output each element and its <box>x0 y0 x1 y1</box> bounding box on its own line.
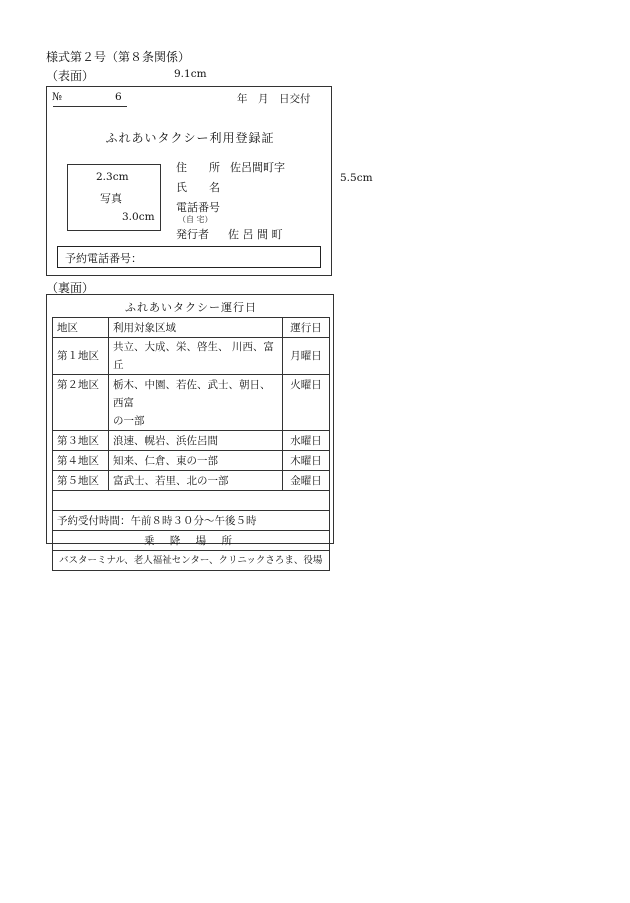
card-number-value: 6 <box>115 91 122 103</box>
boarding-title: 乗 降 場 所 <box>53 531 330 551</box>
row-area-cell <box>109 375 283 431</box>
form-title: 様式第２号（第８条関係） <box>46 50 191 64</box>
reservation-hours-row <box>53 511 330 531</box>
address-label: 住 所 <box>176 161 220 174</box>
blank-row <box>53 491 330 511</box>
address-value: 佐呂間町字 <box>230 161 285 174</box>
table-row <box>53 338 330 375</box>
row-district: 第１地区 <box>53 338 109 375</box>
table-row <box>53 471 330 491</box>
photo-label: 写真 <box>100 192 122 205</box>
row-area-continued: の一部 <box>113 415 145 427</box>
blank-cell <box>53 491 330 511</box>
header-day: 運行日 <box>283 318 330 338</box>
row-day: 木曜日 <box>283 451 330 471</box>
photo-width-dimension: 2.3cm <box>96 171 129 183</box>
row-district: 第２地区 <box>53 375 109 431</box>
phone-label: 電話番号 <box>176 201 220 214</box>
card-height-dimension: 5.5cm <box>340 172 373 184</box>
row-day: 水曜日 <box>283 431 330 451</box>
row-area: 共立、大成、栄、啓生、 川西、富丘 <box>109 338 283 375</box>
issuer-label: 発行者 <box>176 228 209 241</box>
issue-date-label: 年 月 日交付 <box>237 93 311 105</box>
boarding-places-row <box>53 551 330 571</box>
reservation-phone-label: 予約電話番号： <box>65 252 142 265</box>
photo-height-dimension: 3.0cm <box>122 211 155 223</box>
schedule-title: ふれあいタクシー運行日 <box>125 301 257 314</box>
table-row <box>53 451 330 471</box>
back-title-row <box>47 295 333 317</box>
boarding-places: バスターミナル、老人福祉センター、クリニックさろま、役場 <box>53 551 330 571</box>
header-area: 利用対象区域 <box>109 318 283 338</box>
row-district: 第５地区 <box>53 471 109 491</box>
card-width-dimension: 9.1cm <box>174 68 207 80</box>
row-day: 金曜日 <box>283 471 330 491</box>
reservation-phone-box <box>57 246 321 268</box>
row-day: 月曜日 <box>283 338 330 375</box>
home-label: （自 宅） <box>178 215 213 224</box>
card-number-underline <box>53 106 127 107</box>
front-side-label: （表面） <box>46 69 95 83</box>
table-row <box>53 431 330 451</box>
card-title: ふれあいタクシー利用登録証 <box>105 131 275 145</box>
row-district: 第３地区 <box>53 431 109 451</box>
back-side-label: （裏面） <box>46 281 95 295</box>
row-area: 富武士、若里、北の一部 <box>109 471 283 491</box>
header-district: 地区 <box>53 318 109 338</box>
row-area: 知来、仁倉、東の一部 <box>109 451 283 471</box>
photo-box <box>67 164 161 231</box>
reservation-hours: 予約受付時間：午前８時３０分～午後５時 <box>53 511 330 531</box>
row-area: 栃木、中園、若佐、武士、朝日、西富 <box>113 379 271 409</box>
table-header-row <box>53 318 330 338</box>
back-card <box>46 294 334 566</box>
row-district: 第４地区 <box>53 451 109 471</box>
table-row <box>53 375 330 431</box>
route-table <box>52 317 330 571</box>
row-area: 浪速、幌岩、浜佐呂間 <box>109 431 283 451</box>
front-card <box>46 86 332 276</box>
row-day: 火曜日 <box>283 375 330 431</box>
issuer-value: 佐 呂 間 町 <box>228 228 283 241</box>
boarding-title-row <box>53 531 330 551</box>
card-number-label: № <box>52 91 62 103</box>
name-label: 氏 名 <box>176 181 220 194</box>
